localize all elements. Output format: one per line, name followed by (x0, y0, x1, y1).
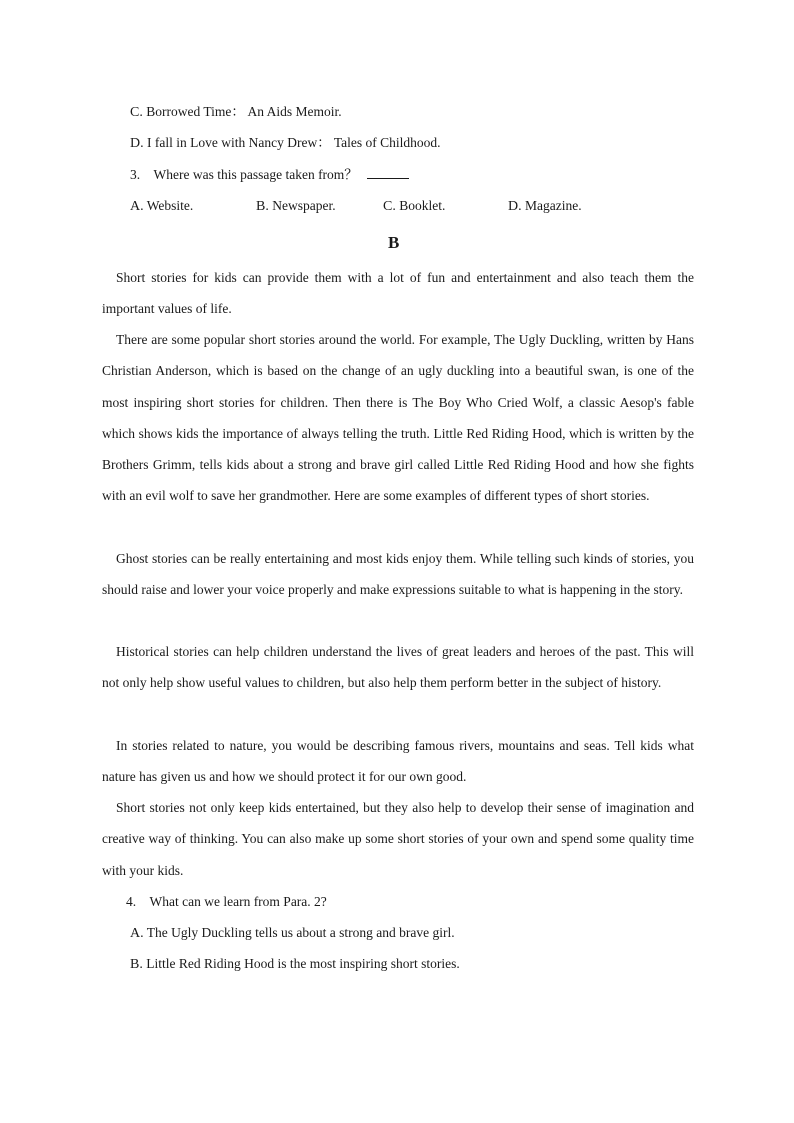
option-letter: C. (383, 199, 396, 214)
option-letter: B. (130, 957, 143, 972)
option-letter: B. (256, 199, 269, 214)
option-text: Booklet. (399, 198, 446, 213)
question-number: 3. (130, 167, 141, 182)
question-3 (130, 166, 409, 183)
passage-paragraph-1: Short stories for kids can provide them with a lot of fun and entertainment and also teach them the important values of life. (102, 270, 694, 317)
option-text: Newspaper. (272, 198, 336, 213)
answer-blank[interactable] (367, 166, 409, 179)
option-letter: D. (508, 199, 522, 214)
passage-paragraph-3: Ghost stories can be really entertaining and most kids enjoy them. While telling such kinds of stories, you should raise and lower your voice properly and make expressions suitable to what is happening in the story. (102, 551, 694, 598)
option-text: Borrowed Time： An Aids Memoir. (146, 104, 342, 119)
option-letter: C. (130, 105, 143, 120)
question-text: Where was this passage taken from？ (153, 167, 358, 182)
option-text: I fall in Love with Nancy Drew： Tales of Childhood. (147, 135, 441, 150)
question-4-option-b (130, 956, 460, 973)
passage-paragraph-6: Short stories not only keep kids entertained, but they also help to develop their sense of imagination and creative way of thinking. You can also make up some short stories of your own and spend some quality time with your kids. (102, 800, 694, 878)
option-text: Little Red Riding Hood is the most inspiring short stories. (146, 956, 460, 971)
option-d (508, 198, 582, 215)
option-a (130, 198, 193, 215)
option-letter: D. (130, 136, 144, 151)
passage-paragraph-5: In stories related to nature, you would be describing famous rivers, mountains and seas. Tell kids what nature has given us and how we should protect it for our own good. (102, 738, 694, 785)
option-letter: A. (130, 926, 144, 941)
passage-paragraph-2: There are some popular short stories around the world. For example, The Ugly Duckling, written by Hans Christian Anderson, which is based on the change of an ugly duckling into a beautiful swan, is one of the most inspiring short stories for children. Then there is The Boy Who Cried Wolf, a classic Aesop's fable which shows kids the importance of always telling the truth. Little Red Riding Hood, which is written by the Brothers Grimm, tells kids about a strong and brave girl called Little Red Riding Hood and how she fights with an evil wolf to save her grandmother. Here are some examples of different types of short stories. (102, 332, 694, 504)
section-title: B (388, 233, 400, 252)
option-text: Magazine. (525, 198, 582, 213)
question-text: What can we learn from Para. 2? (149, 894, 327, 909)
option-text: Website. (146, 198, 194, 213)
option-d-prev (130, 135, 441, 152)
option-letter: A. (130, 199, 144, 214)
question-4-option-a (130, 925, 455, 942)
passage-paragraph-4: Historical stories can help children understand the lives of great leaders and heroes of the past. This will not only help show useful values to children, but also help them perform better in the subject of history. (102, 644, 694, 691)
question-number: 4. (126, 894, 137, 909)
option-text: The Ugly Duckling tells us about a strong and brave girl. (146, 925, 455, 940)
option-c-prev (130, 104, 342, 121)
option-b (256, 198, 336, 215)
question-4 (126, 894, 327, 910)
question-3-options (130, 198, 690, 216)
option-c (383, 198, 445, 215)
